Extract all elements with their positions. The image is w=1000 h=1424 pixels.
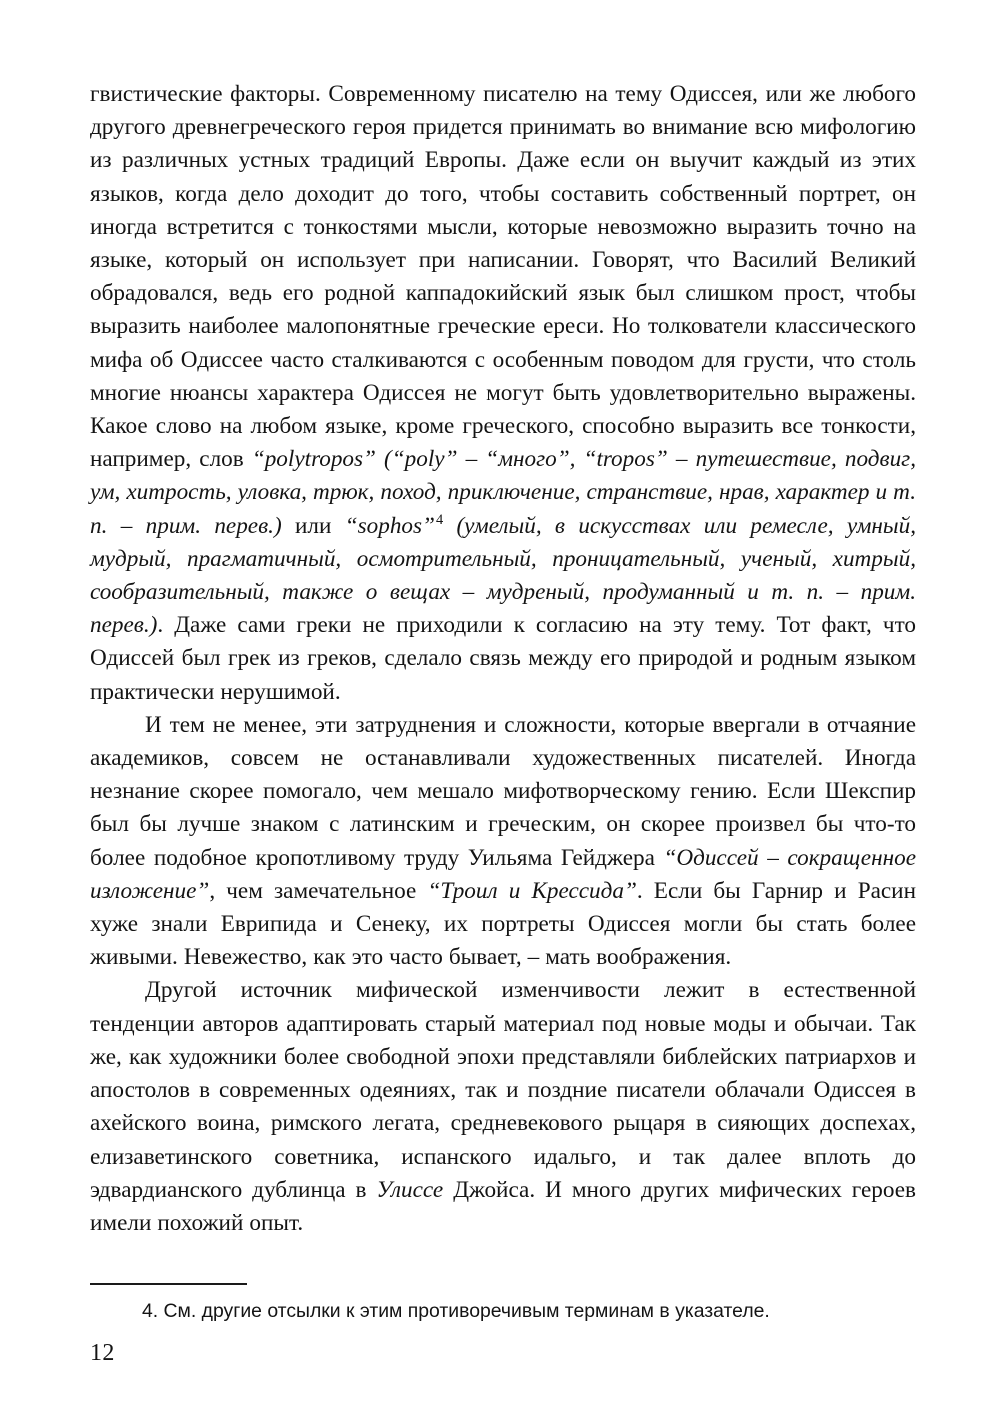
text-run: И тем не менее, эти затруднения и сложности, которые ввергали в отчаяние академиков, совсем не останавливали художественных писателей. Иногда незнание скорее помогало, чем мешало мифотворческому гению. Если Шекспир был бы лучше знаком с латинским и греческим, он скорее произвел бы что-то более подобное кропотливому труду Уильяма Гейджера: [90, 711, 916, 871]
text-run: , чем замечательное: [209, 877, 428, 904]
footnote-text: 4. См. другие отсылки к этим противоречивым терминам в указателе.: [142, 1300, 770, 1322]
italic-run: “Троил и Крессида”: [427, 877, 637, 904]
body-text-column: [90, 78, 916, 1240]
italic-run: “polytropos” (“poly” – “много”, “tropos” – путешествие, подвиг, ум, хитрость, уловка, трюк, поход, приключение, странствие, нрав, характер и т. п. – прим. перев.): [90, 446, 917, 539]
italic-run: Улиссе: [376, 1176, 444, 1203]
italic-run: “Одиссей – сокращенное изложение”: [90, 844, 916, 904]
text-run: Джойса. И много других мифических героев имели похожий опыт.: [90, 1176, 917, 1236]
text-run: . Если бы Гарнир и Расин хуже знали Еврипида и Сенеку, их портреты Одиссея могли бы стать более живыми. Невежество, как это часто бывает, – мать воображения.: [90, 877, 916, 971]
text-run: или: [281, 512, 345, 539]
paragraph: [90, 78, 916, 709]
text-run: Другой источник мифической изменчивости лежит в естественной тенденции авторов адаптировать старый материал под новые моды и обычаи. Так же, как художники более свободной эпохи представляли библейских патриархов и апостолов в современных одеяниях, так и поздние писатели облачали Одиссея в ахейского воина, римского легата, средневекового рыцаря в сияющих доспехах, елизаветинского советника, испанского идальго, и так далее вплоть до эдвардианского дублинца в: [90, 977, 916, 1203]
footnote-separator-rule: [90, 1283, 247, 1285]
paragraph: [90, 974, 916, 1240]
text-run: . Даже сами греки не приходили к согласию на эту тему. Тот факт, что Одиссей был грек из греков, сделало связь между его природой и родным языком практически нерушимой.: [90, 612, 916, 705]
italic-run: “sophos”: [344, 512, 435, 539]
footnote-area: [90, 1283, 916, 1324]
footnote-reference[interactable]: 4: [435, 511, 444, 528]
paragraph: [90, 709, 916, 975]
text-run: гвистические факторы. Современному писателю на тему Одиссея, или же любого другого древнегреческого героя придется принимать во внимание всю мифологию из различных устных традиций Европы. Даже если он выучит каждый из этих языков, когда дело доходит до того, чтобы составить собственный портрет, он иногда встретится с тонкостями мысли, которые невозможно выразить точно на языке, который он использует при написании. Говорят, что Василий Великий обрадовался, ведь его родной каппадокийский язык был слишком прост, чтобы выразить наиболее малопонятные греческие ереси. Но толкователи классического мифа об Одиссее часто сталкиваются с особенным поводом для грусти, что столь многие нюансы характера Одиссея не могут быть удовлетворительно выражены. Какое слово на любом языке, кроме греческого, способно выразить все тонкости, например, слов: [90, 81, 916, 473]
italic-run: (умелый, в искусствах или ремесле, умный, мудрый, прагматичный, осмотрительный, проницательный, ученый, хитрый, сообразительный, также о вещах – мудреный, продуманный и т. п. – прим. перев.): [90, 512, 916, 639]
page-number: 12: [90, 1340, 115, 1366]
